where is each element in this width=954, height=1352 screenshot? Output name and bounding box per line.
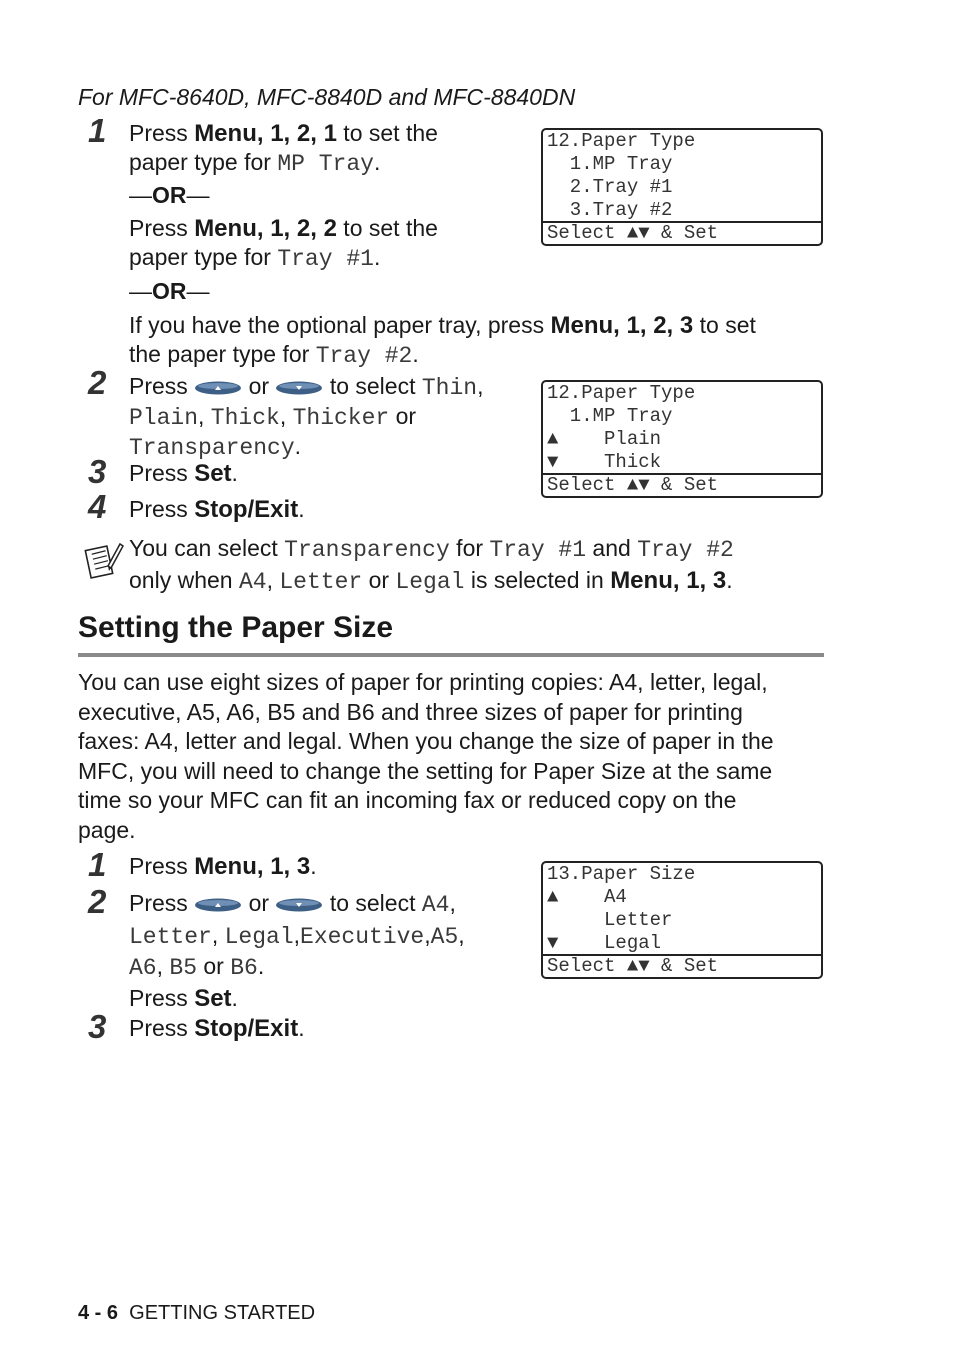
step-number: 4: [88, 488, 107, 525]
lcd-display-paper-type-options: 12.Paper Type 1.MP Tray ▲ Plain ▼ Thick Select ▲▼ & Set: [541, 380, 823, 498]
section-title: Setting the Paper Size: [78, 611, 394, 644]
step-number: 1: [88, 846, 107, 883]
step-2-text: Press or to select Thin, Plain, Thick, Thicker or Transparency.: [129, 373, 484, 461]
size-step-3-text: Press Stop/Exit.: [129, 1015, 305, 1042]
chapter-title: GETTING STARTED: [129, 1302, 316, 1324]
step-4-text: Press Stop/Exit.: [129, 496, 305, 523]
down-arrow-key-icon: [275, 897, 323, 913]
step-3-text: Press Set.: [129, 460, 238, 487]
menu-key: Menu: [194, 120, 257, 147]
up-arrow-key-icon: [194, 897, 242, 913]
note-text: You can select Transparency for Tray #1 and Tray #2 only when A4, Letter or Legal is selected in Menu, 1, 3.: [129, 535, 734, 595]
size-step-1-text: Press Menu, 1, 3.: [129, 853, 317, 880]
up-arrow-key-icon: [194, 380, 242, 396]
step-1b-text: Press Menu, 1, 2, 2 to set the paper type for Tray #1.: [129, 215, 438, 272]
down-arrow-key-icon: [275, 380, 323, 396]
step-number: 3: [88, 1008, 107, 1045]
lcd-display-paper-size: 13.Paper Size ▲ A4 Letter ▼ Legal Select ▲▼ & Set: [541, 861, 823, 979]
or-separator: —OR—: [129, 182, 210, 208]
section-rule: [78, 653, 824, 657]
step-number: 1: [88, 112, 107, 149]
note-pad-icon: [84, 538, 124, 580]
step-number: 3: [88, 453, 107, 490]
page-number: 4 - 6: [78, 1302, 119, 1324]
or-separator: —OR—: [129, 278, 210, 304]
step-number: 2: [88, 883, 107, 920]
lcd-display-paper-type-menu: 12.Paper Type 1.MP Tray 2.Tray #1 3.Tray #2 Select ▲▼ & Set: [541, 128, 823, 246]
section-paragraph: You can use eight sizes of paper for printing copies: A4, letter, legal, executive, A5, A6, B5 and B6 and three sizes of paper for printing faxes: A4, letter and legal. When you change the size of paper in the MFC, you will need to change the setting for Paper Size at the same time so your MFC can fit an incoming fax or reduced copy on the page.: [78, 669, 774, 843]
model-header: For MFC-8640D, MFC-8840D and MFC-8840DN: [78, 84, 576, 110]
size-step-2-text: Press or to select A4, Letter, Legal,Executive,A5, A6, B5 or B6. Press Set.: [129, 890, 465, 1012]
step-1c-text: If you have the optional paper tray, press Menu, 1, 2, 3 to set the paper type for Tray #2.: [129, 312, 756, 369]
step-1-text: Press Menu, 1, 2, 1 to set the paper type for MP Tray.: [129, 120, 438, 177]
page-footer: [78, 1302, 315, 1325]
step-number: 2: [88, 364, 107, 401]
